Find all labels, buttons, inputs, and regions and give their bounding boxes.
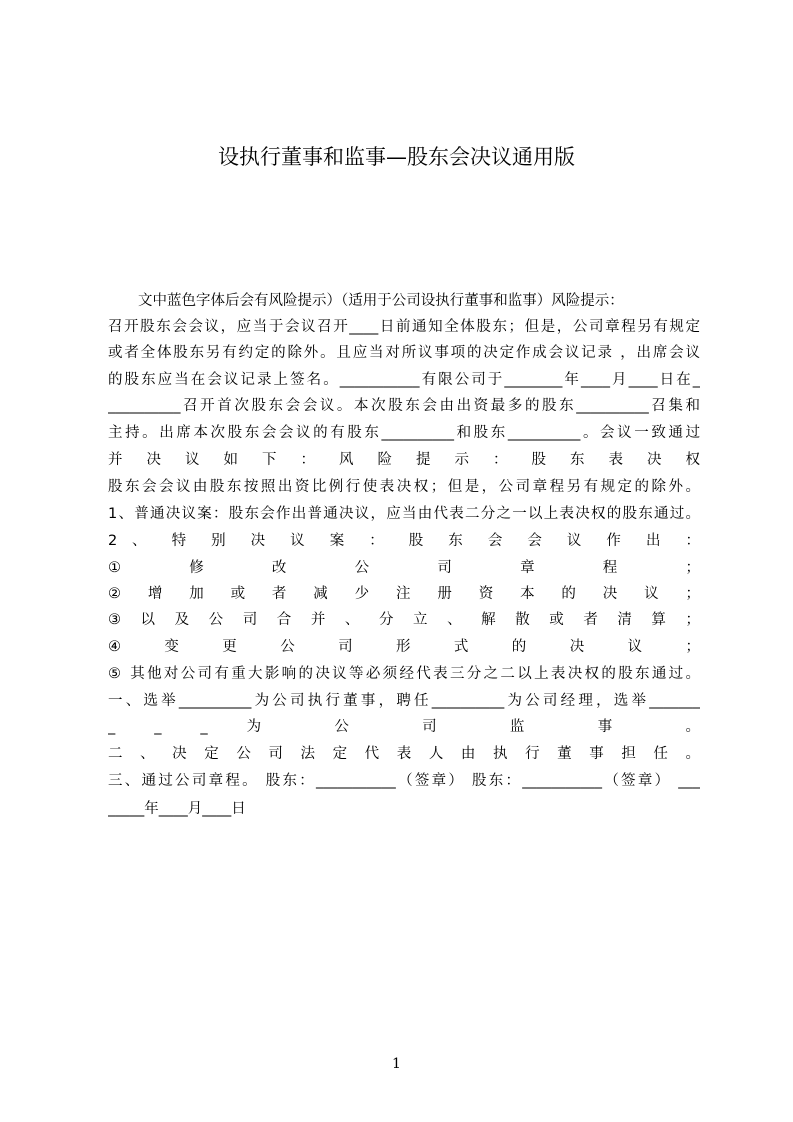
paragraph-line: 二 、 决 定 公 司 法 定 代 表 人 由 执 行 董 事 担 任 。: [108, 746, 700, 762]
paragraph-line: 一、选举__________为公司执行董事，聘任__________为公司经理，选举_______: [108, 693, 700, 709]
page-number: 1: [392, 1056, 401, 1072]
document-title: 设执行董事和监事—股东会决议通用版: [218, 145, 575, 169]
paragraph-line: ③ 以 及 公 司 合 并 、 分 立 、 解 散 或 者 清 算 ；: [108, 612, 700, 628]
paragraph-line: 召开股东会会议，应当于会议召开____日前通知全体股东；但是，公司章程另有规定: [108, 319, 700, 335]
paragraph-line: _____年____月____日: [108, 801, 246, 817]
paragraph-line: 主持。出席本次股东会会议的有股东__________和股东__________。会议一致通过: [108, 425, 700, 441]
paragraph-line: 2 、 特 别 决 议 案 ： 股 东 会 会 议 作 出 ：: [108, 533, 700, 549]
paragraph-line: 三、通过公司章程。 股东：___________（签章） 股东：___________（签章） ___: [108, 773, 700, 789]
paragraph-line: 1、普通决议案：股东会作出普通决议，应当由代表二分之一以上表决权的股东通过。: [108, 506, 700, 522]
paragraph-line: 并 决 议 如 下 ： 风 险 提 示 ： 股 东 表 决 权: [108, 452, 700, 468]
paragraph-line: 或者全体股东另有约定的除外。且应当对所议事项的决定作成会议记录 ，出席会议: [108, 345, 700, 361]
paragraph-line: ⑤ 其他对公司有重大影响的决议等必须经代表三分之二以上表决权的股东通过。: [108, 666, 700, 682]
paragraph-line: 文中蓝色字体后会有风险提示）（适用于公司设执行董事和监事）风险提示：: [138, 293, 624, 309]
paragraph-line: 股东会会议由股东按照出资比例行使表决权；但是，公司章程另有规定的除外。: [108, 479, 700, 495]
paragraph-line: ② 增 加 或 者 减 少 注 册 资 本 的 决 议 ；: [108, 586, 700, 602]
paragraph-line: 的股东应当在会议记录上签名。___________有限公司于________年____月____日在_: [108, 372, 700, 388]
paragraph-line: ① 修 改 公 司 章 程 ；: [108, 560, 700, 576]
paragraph-line: __________召开首次股东会会议。本次股东会由出资最多的股东__________召集和: [108, 398, 700, 414]
paragraph-line: ④ 变 更 公 司 形 式 的 决 议 ；: [108, 639, 700, 655]
paragraph-line: _ _ _ 为 公 司 监 事 。: [108, 719, 700, 735]
